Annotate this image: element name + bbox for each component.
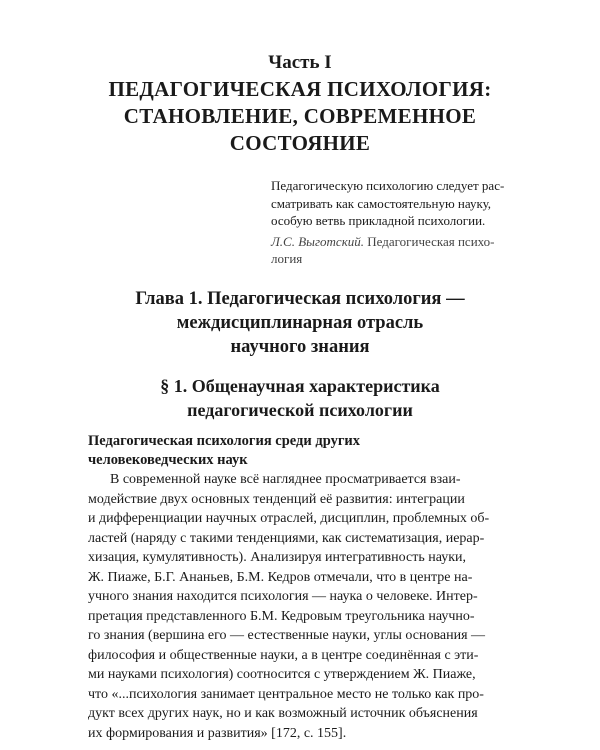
paragraph-line: дукт всех других наук, но и как возможный источник объяснения [88,706,478,721]
section-title-line: педагогической психологии [187,400,413,420]
paragraph-line: философия и общественные науки, а в центре соединённая с эти- [88,647,479,663]
paragraph-line: претация представленного Б.М. Кедровым треугольника научно- [88,608,475,624]
part-label: Часть I [268,52,332,73]
subsection-title-line: Педагогическая психология среди других [88,433,361,449]
chapter-title-line: научного знания [230,337,370,357]
epigraph-author: Л.С. Выготский. [271,233,365,249]
paragraph-line: что «...психология занимает центральное место не только как про- [88,686,484,702]
paragraph-line: и дифференциации научных отраслей, дисциплин, проблемных об- [88,511,490,526]
section-title [0,374,600,422]
part-title-line: СОСТОЯНИЕ [229,131,371,155]
part-title-line: СТАНОВЛЕНИЕ, СОВРЕМЕННОЕ [123,104,477,128]
chapter-title-line: Глава 1. Педагогическая психология — [135,289,465,309]
paragraph-line: модействие двух основных тенденций её развития: интеграции [88,491,465,507]
part-heading [0,50,600,157]
paragraph-line: их формирования и развития» [172, с. 155]. [88,725,347,741]
paragraph-line: В современной науке всё нагляднее просматривается взаи- [110,472,461,487]
subsection-title-line: человековедческих наук [88,452,248,468]
epigraph-quote [271,177,509,230]
paragraph-line: хизация, кумулятивность). Анализируя интегративность науки, [88,550,467,565]
paragraph-line: учного знания находится психология — наука о человеке. Интер- [88,589,478,604]
epigraph-attribution [271,233,509,268]
epigraph-source-title: Педагогическая психо- [367,233,495,249]
paragraph-line: го знания (вершина его — естественные науки, углы основания — [88,628,486,643]
body-paragraph [88,470,512,743]
paragraph-line: ми науками психология) соотносится с утверждением Ж. Пиаже, [88,667,476,682]
paragraph-line: Ж. Пиаже, Б.Г. Ананьев, Б.М. Кедров отмечали, что в центре на- [88,569,473,585]
part-title-line: ПЕДАГОГИЧЕСКАЯ ПСИХОЛОГИЯ: [108,77,492,101]
epigraph-quote-line: особую ветвь прикладной психологии. [271,213,486,228]
epigraph-quote-line: сматривать как самостоятельную науку, [271,195,492,211]
paragraph-line: ластей (наряду с такими тенденциями, как систематизация, иерар- [88,530,485,546]
chapter-title [0,287,600,359]
section-title-line: § 1. Общенаучная характеристика [160,376,440,396]
epigraph-source-title: логия [271,251,303,266]
epigraph-quote-line: Педагогическую психологию следует рас- [271,178,505,193]
subsection-title [88,432,428,470]
epigraph [271,177,509,268]
chapter-title-line: междисциплинарная отрасль [176,313,424,333]
